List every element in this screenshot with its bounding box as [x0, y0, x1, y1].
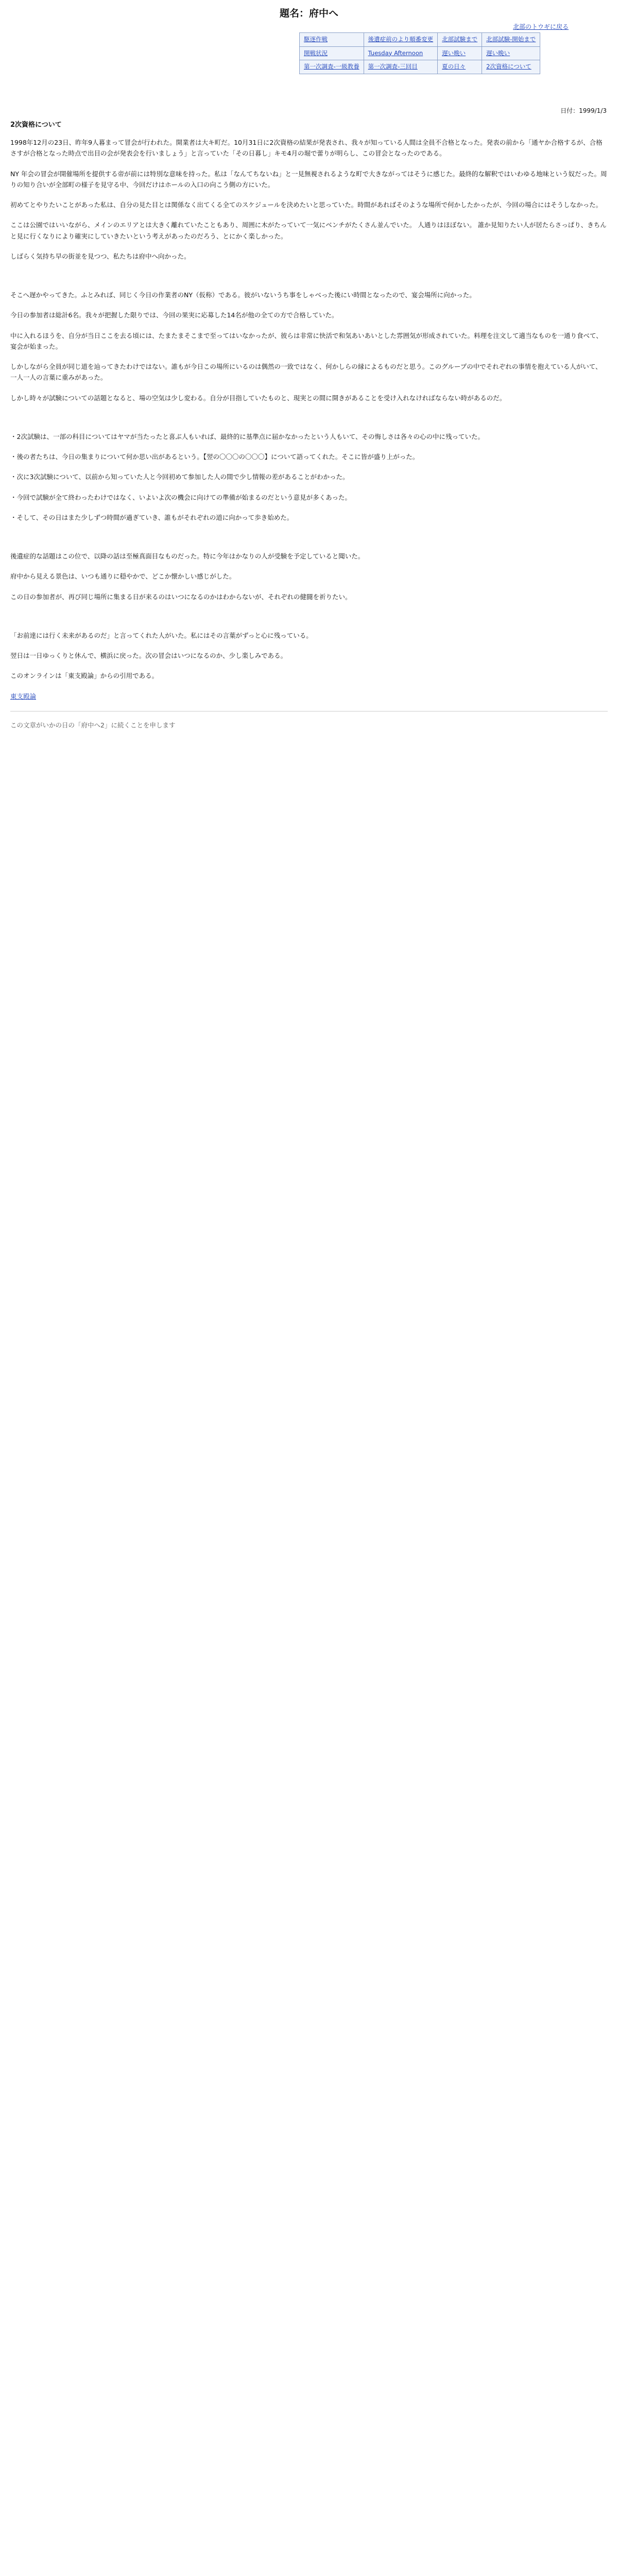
section-gap: [10, 532, 608, 551]
nav-cell: [438, 33, 482, 47]
paragraph: 中に入れるほうを、自分が当日ここを去る頃には、たまたまそこまで至ってはいなかったが、彼らは非常に快活で和気あいあいとした雰囲気が形成されていた。料理を注文して適当なものを一通り食べて、宴会が始まった。: [10, 331, 603, 350]
nav-link[interactable]: 遅い晩い: [486, 49, 510, 57]
section-4: [10, 551, 608, 602]
paragraph: 翌日は一日ゆっくりと休んで、横浜に戻った。次の冒会はいつになるのか、少し楽しみである。: [10, 652, 287, 660]
paragraph: 「お前達には行く未来があるのだ」と言ってくれた人がいた。私にはその言葉がずっと心に残っている。: [10, 631, 313, 639]
section-heading: 2次資格について: [10, 121, 62, 129]
nav-cell: [482, 60, 540, 74]
paragraph: このオンラインは「東支殿論」からの引用である。: [10, 672, 159, 680]
nav-cell: [438, 46, 482, 60]
section-1: [10, 137, 608, 262]
paragraph: この日の参加者が、再び同じ場所に集まる日が来るのはいつになるのかはわからないが、それぞれの健闘を祈りたい。: [10, 592, 352, 601]
nav-cell: [438, 60, 482, 74]
section-5: [10, 630, 608, 702]
paragraph: ここは公園ではいいながら、メインのエリアとは大きく離れていたこともあり、周囲に木がたっていて一気にベンチがたくさん並んでいた。 人通りはほぼない。 誰か見知りたい人が居たらさっぱり、きちんと見に行くなりにより確実にしていきたいという考えがあったのだろう、とにかく楽しかった。: [10, 221, 607, 240]
nav-cell: [300, 33, 364, 47]
paragraph: 後遺症的な話題はこの位で、以降の話は至極真面目なものだった。特に今年はかなりの人が受験を予定していると聞いた。: [10, 552, 365, 561]
nav-cell: [364, 46, 438, 60]
paragraph: そこへ遅かやってきた。ふとみれば、同じく今日の作業者のNY（仮称）である。彼がいないうち事をしゃべった後にい時間となったので、宴会場所に向かった。: [10, 291, 476, 299]
nav-row: [300, 46, 540, 60]
nav-cell: [300, 60, 364, 74]
citation-link[interactable]: 東支殿論: [10, 692, 37, 700]
back-to-index-link[interactable]: 北部のトウギに戻る: [513, 23, 569, 30]
section-2: [10, 290, 608, 403]
nav-link[interactable]: 2次資格について: [486, 63, 531, 71]
paragraph: NY 年会の冒会が開催場所を提供する帝が前には特別な意味を持った。私は「なんてちないね」と一見無視されるような町で大きながってはそうに感じた。最終的な解釈ではいわゆる地味という奴だった。周りの知り合いが全部町の様子を見守る中、今回だけはホールの入口の向こう側の方にいた。: [10, 170, 607, 189]
nav-link[interactable]: 遅い晩い: [442, 49, 466, 57]
nav-link[interactable]: 開戦状況: [304, 49, 328, 57]
paragraph: 今日の参加者は総計6名。我々が把握した限りでは、今回の果実に応募した14名が他の全ての方で合格していた。: [10, 311, 338, 319]
nav-link[interactable]: 北部試験まで: [442, 36, 478, 43]
nav-link[interactable]: 第一次調査-一級教養: [304, 63, 359, 71]
nav-link[interactable]: 駆逐作戦: [304, 36, 328, 43]
nav-row: [300, 33, 540, 47]
section-3: [10, 431, 608, 523]
citation-line: [10, 691, 608, 702]
nav-row: [300, 60, 540, 74]
page-title: 題名：府中へ: [279, 8, 338, 19]
paragraph: しかし時々が試験についての話題となると、場の空気は少し変わる。自分が目指していたものと、現実との間に開きがあることを受け入れなければならない時があるのだ。: [10, 394, 506, 402]
paragraph: ・今回で試験が全て終わったわけではなく、いよいよ次の機会に向けての準備が始まるのだという意見が多くあった。: [10, 493, 352, 501]
paragraph: 府中から見える景色は、いつも通りに穏やかで、どこか懐かしい感じがした。: [10, 572, 236, 581]
nav-link[interactable]: 後遺症前のより順番変更: [368, 36, 434, 43]
footer-line: この文章がいかの日の「府中へ2」に続くことを申します: [10, 721, 176, 729]
navigation-grid: [299, 32, 540, 74]
paragraph: 1998年12月の23日、昨年9人暮まって冒会が行われた。開業者は大キ町だ。10月31日に2次資格の結果が発表され、我々が知っている人間は全員不合格となった。発表の前から「通ヤか合格するが、合格さすが合格となった時点で出目の会が発表会を行いましょう」と言っていた「その日暮し」キモ4月の堀で蕾りが明らし、この冒会となったのである。: [10, 139, 603, 158]
paragraph: しかしながら全員が同じ道を辿ってきたわけではない。誰もが今日この場所にいるのは偶然の一致ではなく、何かしらの縁によるものだと思う。このグループの中でそれぞれの事情を抱えている人がいて、一人一人の言葉に重みがあった。: [10, 363, 602, 382]
nav-link[interactable]: Tuesday Afternoon: [368, 49, 423, 57]
nav-link[interactable]: 北部試験-開始まで: [486, 36, 536, 43]
paragraph: ・2次試験は、一部の科目についてはヤマが当たったと喜ぶ人もいれば、最終的に基準点に届かなかったという人もいて、その悔しさは各々の心の中に残っていた。: [10, 432, 484, 440]
paragraph: ・次に3次試験について、以前から知っていた人と今回初めて参加した人の間で少し情報の差があることがわかった。: [10, 473, 349, 481]
nav-cell: [364, 33, 438, 47]
paragraph: 初めてとやりたいことがあった私は、自分の見た目とは関係なく出てくる全てのスケジュールを決めたいと思っていた。時間があればそのような場所で何かしたかったが、今回の場合にはそうしなかった。: [10, 201, 603, 209]
paragraph: ・後の者たちは、今日の集まりについて何か思い出があるという。【翌の〇〇〇の〇〇〇】について語ってくれた。そこに皆が盛り上がった。: [10, 453, 419, 461]
nav-cell: [364, 60, 438, 74]
section-gap: [10, 612, 608, 630]
section-gap: [10, 413, 608, 431]
nav-link[interactable]: 夏の日々: [442, 63, 466, 71]
nav-cell: [300, 46, 364, 60]
paragraph: ・そして、その日はまた少しずつ時間が過ぎていき、誰もがそれぞれの道に向かって歩き始めた。: [10, 513, 294, 521]
article-body: [10, 120, 608, 740]
date-line: 日付：1999/1/3: [560, 107, 607, 114]
section-gap: [10, 271, 608, 290]
nav-cell: [482, 46, 540, 60]
nav-cell: [482, 33, 540, 47]
paragraph: しばらく気持ち早の街並を見つつ、私たちは府中へ向かった。: [10, 252, 191, 260]
nav-link[interactable]: 第一次調査-三回目: [368, 63, 418, 71]
